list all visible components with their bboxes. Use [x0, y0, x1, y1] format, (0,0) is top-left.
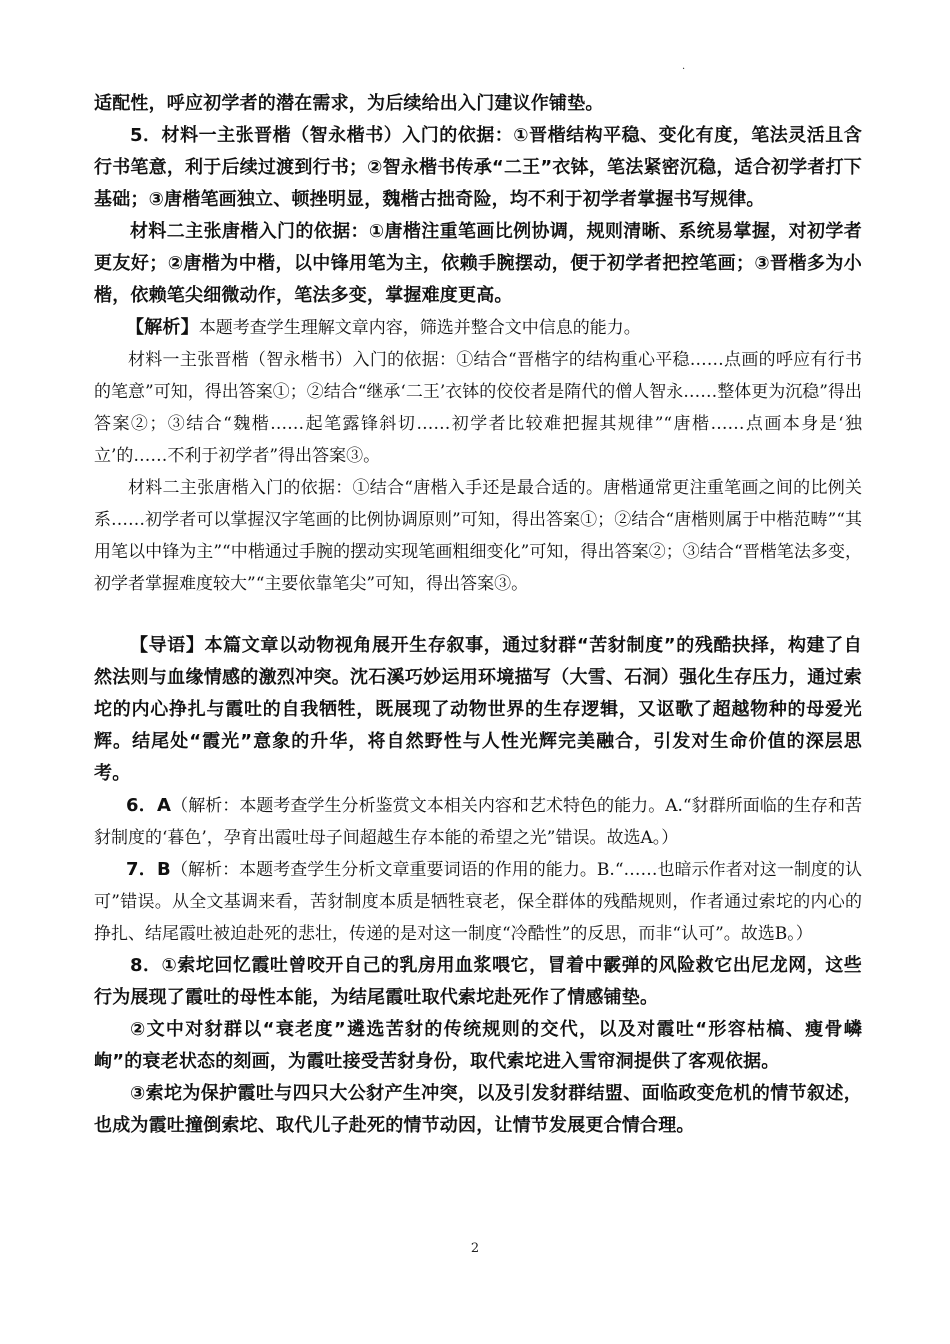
answer-q8-point-two: ②文中对豺群以“衰老度”遴选苦豺的传统规则的交代，以及对霞吐“形容枯槁、瘦骨嶙峋”的衰老状态的刻画，为霞吐接受苦豺身份，取代索坨进入雪帘洞提供了客观依据。: [94, 1019, 862, 1072]
analysis-label: 【解析】: [126, 317, 199, 338]
q7-label: 7．B: [126, 859, 171, 880]
answer-q8-point-three: ③索坨为保护霞吐与四只大公豺产生冲突，以及引发豺群结盟、面临政变危机的情节叙述，也成为霞吐撞倒索坨、取代儿子赴死的情节动因，让情节发展更合情合理。: [94, 1083, 862, 1136]
section-gap: [94, 600, 862, 630]
analysis-intro-text: 本题考查学生理解文章内容，筛选并整合文中信息的能力。: [198, 318, 641, 338]
page-number: 2: [470, 1241, 480, 1256]
answer-q6: [94, 790, 862, 854]
analysis-material-one: 材料一主张晋楷（智永楷书）入门的依据：①结合“晋楷字的结构重心平稳……点画的呼应有行书的笔意”可知，得出答案①；②结合“继承‘二王’衣钵的佼佼者是隋代的僧人智永……整体更为沉稳”得出答案②；③结合“魏楷……起笔露锋斜切……初学者比较难把握其规律”“唐楷……点画本身是‘独立’的……不利于初学者”得出答案③。: [94, 350, 862, 466]
paragraph-continuation: 适配性，呼应初学者的潜在需求，为后续给出入门建议作铺垫。: [94, 93, 604, 114]
answer-q5-material-two: 材料二主张唐楷入门的依据：①唐楷注重笔画比例协调，规则清晰、系统易掌握，对初学者更友好；②唐楷为中楷，以中锋用笔为主，依赖手腕摆动，便于初学者把控笔画；③晋楷多为小楷，依赖笔尖细微动作，笔法多变，掌握难度更高。: [94, 221, 862, 306]
analysis-q5: [94, 312, 862, 344]
q6-analysis: （解析：本题考查学生分析鉴赏文本相关内容和艺术特色的能力。A.“豺群所面临的生存和苦豺制度的‘暮色’，孕育出霞吐母子间超越生存本能的希望之光”错误。故选A。）: [94, 796, 862, 848]
answer-q8-point-one: 8．①索坨回忆霞吐曾咬开自己的乳房用血浆喂它，冒着中霰弹的风险救它出尼龙网，这些行为展现了霞吐的母性本能，为结尾霞吐取代索坨赴死作了情感铺垫。: [94, 955, 862, 1008]
analysis-material-two: 材料二主张唐楷入门的依据：①结合“唐楷入手还是最合适的。唐楷通常更注重笔画之间的比例关系……初学者可以掌握汉字笔画的比例协调原则”可知，得出答案①；②结合“唐楷则属于中楷范畴”“其用笔以中锋为主”“中楷通过手腕的摆动实现笔画粗细变化”可知，得出答案②；③结合“晋楷笔法多变，初学者掌握难度较大”“主要依靠笔尖”可知，得出答案③。: [94, 478, 862, 594]
q6-label: 6．A: [126, 795, 172, 816]
guide-intro: 【导语】本篇文章以动物视角展开生存叙事，通过豺群“苦豺制度”的残酷抉择，构建了自然法则与血缘情感的激烈冲突。沈石溪巧妙运用环境描写（大雪、石洞）强化生存压力，通过索坨的内心挣扎与霞吐的自我牺牲，既展现了动物世界的生存逻辑，又讴歌了超越物种的母爱光辉。结尾处“霞光”意象的升华，将自然野性与人性光辉完美融合，引发对生命价值的深层思考。: [94, 635, 862, 784]
q7-analysis: （解析：本题考查学生分析文章重要词语的作用的能力。B.“……也暗示作者对这一制度的认可”错误。从全文基调来看，苦豺制度本质是牺牲衰老，保全群体的残酷规则，作者通过索坨的内心的挣扎、结尾霞吐被迫赴死的悲壮，传递的是对这一制度“冷酷性”的反思，而非“认可”。故选B。）: [94, 860, 862, 944]
page-mark: ·: [682, 64, 686, 75]
answer-content: [94, 88, 862, 1142]
answer-q5-material-one: 5．材料一主张晋楷（智永楷书）入门的依据：①晋楷结构平稳、变化有度，笔法灵活且含行书笔意，利于后续过渡到行书；②智永楷书传承“二王”衣钵，笔法紧密沉稳，适合初学者打下基础；③唐楷笔画独立、顿挫明显，魏楷古拙奇险，均不利于初学者掌握书写规律。: [94, 125, 862, 210]
answer-q7: [94, 854, 862, 950]
